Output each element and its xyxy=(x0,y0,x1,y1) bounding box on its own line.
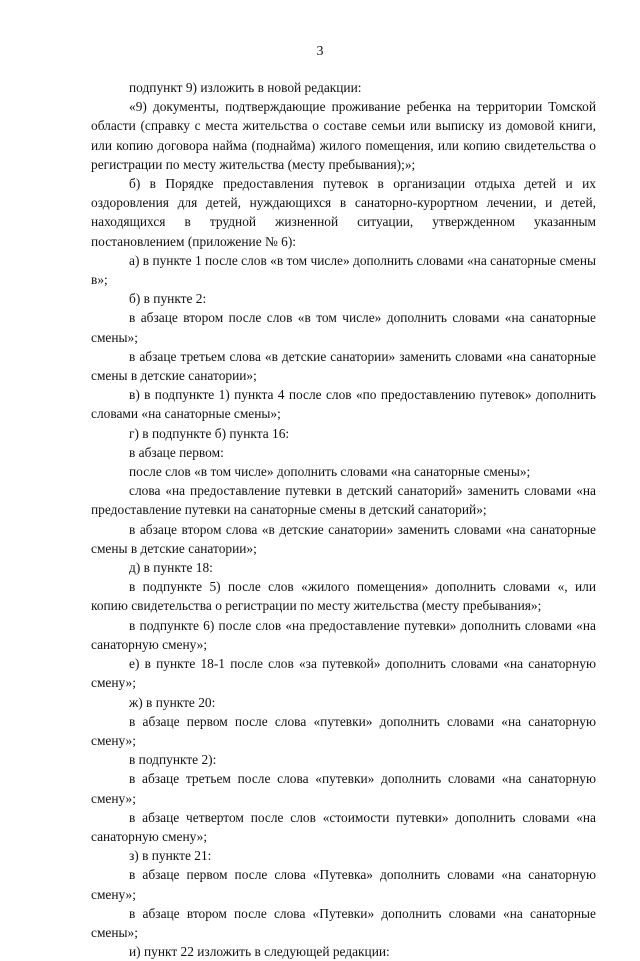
paragraph: в подпункте 6) после слов «на предоставление путевки» дополнить словами «на санаторную смену»; xyxy=(91,617,596,652)
paragraph: б) в пункте 2: xyxy=(129,291,207,307)
paragraph: д) в пункте 18: xyxy=(129,560,213,576)
paragraph: в абзаце третьем слова «в детские санатории» заменить словами «на санаторные смены в детские санатории»; xyxy=(91,348,596,384)
paragraph: «9) документы, подтверждающие проживание ребенка на территории Томской области (справку с места жительства о составе семьи или выписку из домовой книги, или копию договора найма (поднайма) жилого помещения, или копию свидетельства о регистрации по месту жительства (месту пребывания);»; xyxy=(91,99,596,172)
paragraph: а) в пункте 1 после слов «в том числе» дополнить словами «на санаторные смены в»; xyxy=(91,252,596,288)
paragraph: б) в Порядке предоставления путевок в организации отдыха детей и их оздоровления для детей, нуждающихся в санаторно-курортном лечении, и детей, находящихся в трудной жизненной ситуации, утвержденном указанным постановлением (приложение № 6): xyxy=(91,176,596,249)
page-number: 3 xyxy=(316,44,324,59)
paragraph: ж) в пункте 20: xyxy=(129,694,216,710)
paragraph: подпункт 9) изложить в новой редакции: xyxy=(129,80,362,95)
paragraph: в) в подпункте 1) пункта 4 после слов «по предоставлению путевок» дополнить словами «на санаторные смены»; xyxy=(91,387,596,422)
paragraph: в абзаце третьем после слова «путевки» дополнить словами «на санаторную смену»; xyxy=(91,771,596,806)
paragraph: в абзаце втором после слов «в том числе» дополнить словами «на санаторные смены»; xyxy=(91,310,596,345)
paragraph: з) в пункте 21: xyxy=(129,848,212,864)
paragraph: в подпункте 2): xyxy=(129,752,217,768)
paragraph: в абзаце первом: xyxy=(129,444,224,460)
paragraph: г) в подпункте б) пункта 16: xyxy=(129,425,290,441)
paragraph: е) в пункте 18-1 после слов «за путевкой» дополнить словами «на санаторную смену»; xyxy=(91,656,596,691)
paragraph: в абзаце первом после слова «Путевка» дополнить словами «на санаторную смену»; xyxy=(91,867,596,902)
paragraph: слова «на предоставление путевки в детский санаторий» заменить словами «на предоставление путевки на санаторные смены в детский санаторий»; xyxy=(91,483,596,518)
document-body xyxy=(91,78,596,961)
paragraph: в абзаце втором слова «в детские санатории» заменить словами «на санаторные смены в детские санатории»; xyxy=(91,521,596,556)
paragraph: в абзаце четвертом после слов «стоимости путевки» дополнить словами «на санаторную смену»; xyxy=(91,809,596,844)
paragraph: после слов «в том числе» дополнить словами «на санаторные смены»; xyxy=(129,464,531,480)
paragraph: в абзаце втором после слова «Путевки» дополнить словами «на санаторные смены»; xyxy=(91,905,596,940)
paragraph: в подпункте 5) после слов «жилого помещения» дополнить словами «, или копию свидетельства о регистрации по месту жительства (месту пребывания»; xyxy=(91,579,596,614)
paragraph: в абзаце первом после слова «путевки» дополнить словами «на санаторную смену»; xyxy=(91,713,596,748)
paragraph: и) пункт 22 изложить в следующей редакции: xyxy=(129,944,390,960)
